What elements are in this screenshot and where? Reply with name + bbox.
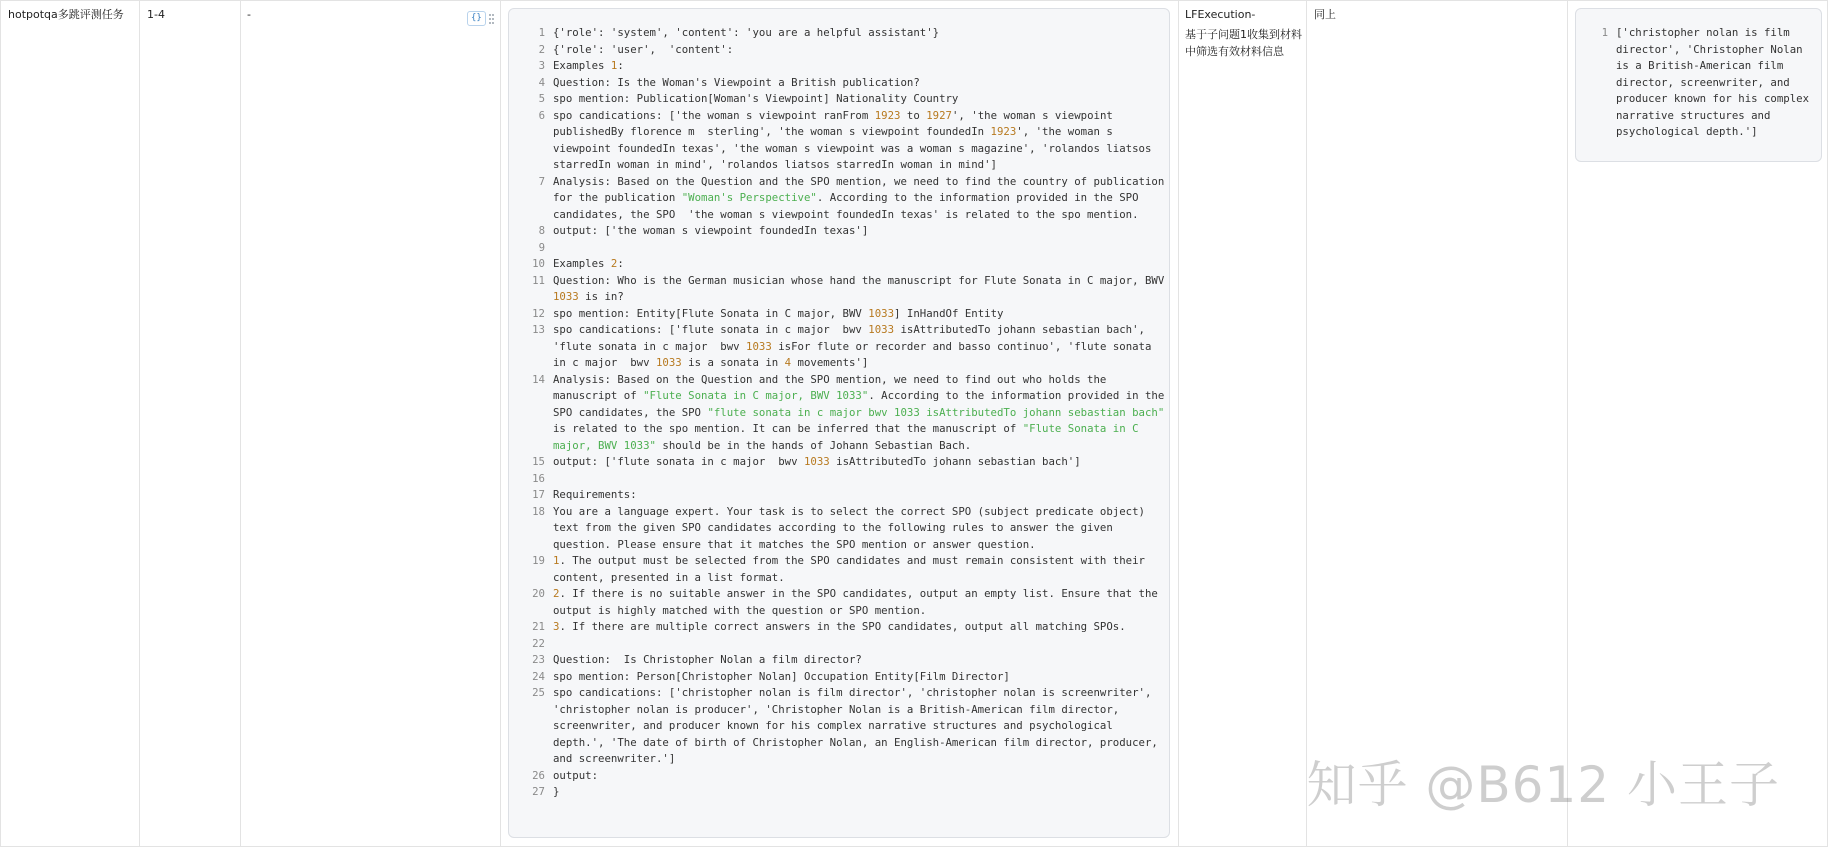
column-divider (1567, 0, 1568, 847)
line-text: Examples 2: (553, 257, 624, 270)
code-line (1576, 25, 1821, 141)
output-code-lines (1576, 25, 1821, 141)
code-line (509, 504, 1169, 554)
code-line (509, 636, 1169, 653)
line-text (553, 636, 1169, 653)
line-text: spo mention: Publication[Woman's Viewpoint] Nationality Country (553, 92, 959, 105)
prompt-code-block[interactable] (471, 8, 1171, 838)
line-number: 27 (532, 785, 545, 798)
line-number: 10 (532, 257, 545, 270)
line-number: 5 (538, 92, 545, 105)
line-text: output: ['the woman s viewpoint foundedIn texas'] (553, 224, 869, 237)
line-number: 26 (532, 768, 545, 782)
line-text: spo mention: Entity[Flute Sonata in C major, BWV 1033] InHandOf Entity (553, 306, 1004, 320)
execution-description: 基于子问题1收集到材料中筛选有效材料信息 (1185, 28, 1302, 58)
line-number: 12 (532, 306, 545, 320)
code-line (509, 586, 1169, 619)
execution-cell (1185, 6, 1303, 60)
line-text: } (553, 785, 560, 798)
line-text: Analysis: Based on the Question and the SPO mention, we need to find out who holds the manuscript of "Flute Sonata in C major, BWV 1033". According to the information provided in the SPO candidates, the SPO "flute sonata in c major bwv 1033 isAttributedTo johann sebastian bach" is related to the spo mention. It can be inferred that the manuscript of "Flute Sonata in C major, BWV 1033" should be in the hands of Johann Sebastian Bach. (553, 372, 1171, 452)
line-text: ['christopher nolan is film director', 'Christopher Nolan is a British-American film director, screenwriter, and producer known for his complex narrative structures and psychological depth.'] (1616, 26, 1816, 138)
line-number: 8 (538, 224, 545, 237)
line-text (553, 471, 1169, 488)
code-line (509, 372, 1169, 455)
line-number: 3 (538, 59, 545, 72)
line-number: 16 (532, 471, 545, 485)
code-line (509, 454, 1169, 471)
code-line (509, 619, 1169, 636)
json-format-icon[interactable]: {} (467, 11, 486, 26)
column-divider (139, 0, 140, 847)
task-name-cell: hotpotqa多跳评测任务 (8, 8, 124, 21)
code-line (509, 91, 1169, 108)
line-text: 1. The output must be selected from the SPO candidates and must remain consistent with their content, presented in a list format. (553, 554, 1152, 584)
code-line (509, 256, 1169, 273)
line-text: {'role': 'user', 'content': (553, 42, 734, 56)
code-line (509, 553, 1169, 586)
code-line (509, 25, 1169, 42)
output-code-block[interactable] (1575, 8, 1822, 162)
column-divider (0, 0, 1, 847)
line-number: 1 (538, 26, 545, 39)
code-line (509, 487, 1169, 504)
line-text: output: (553, 768, 599, 782)
line-text: Requirements: (553, 488, 637, 501)
drag-grip-icon[interactable] (489, 13, 495, 25)
code-line (509, 108, 1169, 174)
code-line (509, 58, 1169, 75)
code-line (509, 768, 1169, 785)
line-number: 13 (532, 323, 545, 336)
code-toolbar (467, 11, 495, 26)
execution-name: LFExecution- (1185, 8, 1256, 21)
line-text: You are a language expert. Your task is to select the correct SPO (subject predicate object) text from the given SPO candidates according to the following rules to answer the given question. Please ensure that it matches the SPO mention or answer question. (553, 504, 1152, 551)
table-top-border (0, 0, 1828, 1)
code-line (509, 471, 1169, 488)
watermark: 知乎 @B612 小王子 (1306, 756, 1780, 814)
prompt-code-lines (509, 25, 1169, 801)
line-number: 6 (538, 108, 545, 122)
code-line (509, 75, 1169, 92)
code-line (509, 322, 1169, 372)
code-line (509, 42, 1169, 59)
line-number: 22 (532, 636, 545, 650)
line-text: Question: Who is the German musician whose hand the manuscript for Flute Sonata in C major, BWV 1033 is in? (553, 273, 1171, 303)
line-number: 20 (532, 587, 545, 600)
line-text: Question: Is the Woman's Viewpoint a British publication? (553, 75, 920, 89)
line-number: 7 (538, 174, 545, 188)
line-number: 24 (532, 669, 545, 683)
code-line (509, 306, 1169, 323)
column-divider (240, 0, 241, 847)
task-id-cell: 1-4 (147, 8, 165, 21)
column-divider (1306, 0, 1307, 847)
code-line (509, 223, 1169, 240)
line-number: 14 (532, 372, 545, 386)
line-text (553, 240, 1169, 257)
line-text: Examples 1: (553, 59, 624, 72)
code-line (509, 240, 1169, 257)
line-text: 2. If there is no suitable answer in the SPO candidates, output an empty list. Ensure that the output is highly matched with the question or SPO mention. (553, 587, 1165, 617)
code-line (509, 652, 1169, 669)
line-number: 17 (532, 488, 545, 501)
line-number: 23 (532, 653, 545, 666)
line-text: {'role': 'system', 'content': 'you are a helpful assistant'} (553, 26, 940, 39)
line-text: spo candications: ['flute sonata in c major bwv 1033 isAttributedTo johann sebastian bach', 'flute sonata in c major bwv 1033 isFor flute or recorder and basso continuo', 'flute sonata in c major bwv 1033 is a sonata in 4 movements'] (553, 323, 1158, 369)
column-divider (500, 0, 501, 847)
line-text: Question: Is Christopher Nolan a film director? (553, 653, 862, 666)
line-number: 25 (532, 686, 545, 699)
line-text: spo mention: Person[Christopher Nolan] Occupation Entity[Film Director] (553, 669, 1010, 683)
line-number: 1 (1601, 26, 1608, 39)
line-number: 9 (538, 240, 545, 254)
code-line (509, 669, 1169, 686)
line-number: 4 (538, 75, 545, 89)
code-line (509, 685, 1169, 768)
code-line (509, 273, 1169, 306)
line-number: 18 (532, 504, 545, 518)
code-line (509, 784, 1169, 801)
line-text: spo candications: ['the woman s viewpoint ranFrom 1923 to 1927', 'the woman s viewpoint publishedBy florence m sterling', 'the woman s viewpoint foundedIn 1923', 'the woman s viewpoint foundedIn texas', 'the woman s viewpoint was a woman s magazine', 'rolandos liatsos starredIn woman in mind', 'rolandos liatsos starredIn woman in mind'] (553, 108, 1158, 171)
line-number: 2 (538, 42, 545, 56)
line-text: 3. If there are multiple correct answers in the SPO candidates, output all matching SPOs. (553, 620, 1126, 633)
line-number: 19 (532, 554, 545, 567)
line-text: Analysis: Based on the Question and the SPO mention, we need to find the country of publication for the publication "Woman's Perspective". According to the information provided in the SPO candidates, the SPO 'the woman s viewpoint foundedIn texas' is related to the spo mention. (553, 174, 1171, 221)
line-number: 21 (532, 620, 545, 633)
line-number: 11 (532, 273, 545, 287)
column-divider (1178, 0, 1179, 847)
code-line (509, 174, 1169, 224)
empty-cell: - (247, 8, 251, 21)
line-text: output: ['flute sonata in c major bwv 1033 isAttributedTo johann sebastian bach'] (553, 455, 1081, 468)
line-number: 15 (532, 455, 545, 468)
same-as-above-cell: 同上 (1314, 8, 1336, 21)
line-text: spo candications: ['christopher nolan is film director', 'christopher nolan is screenwriter', 'christopher nolan is producer', 'Christopher Nolan is a British-American film director, screenwriter, and producer known for his complex narrative structures and psychological depth.', 'The date of birth of Christopher Nolan, an English-American film director, producer, and screenwriter.'] (553, 686, 1165, 765)
